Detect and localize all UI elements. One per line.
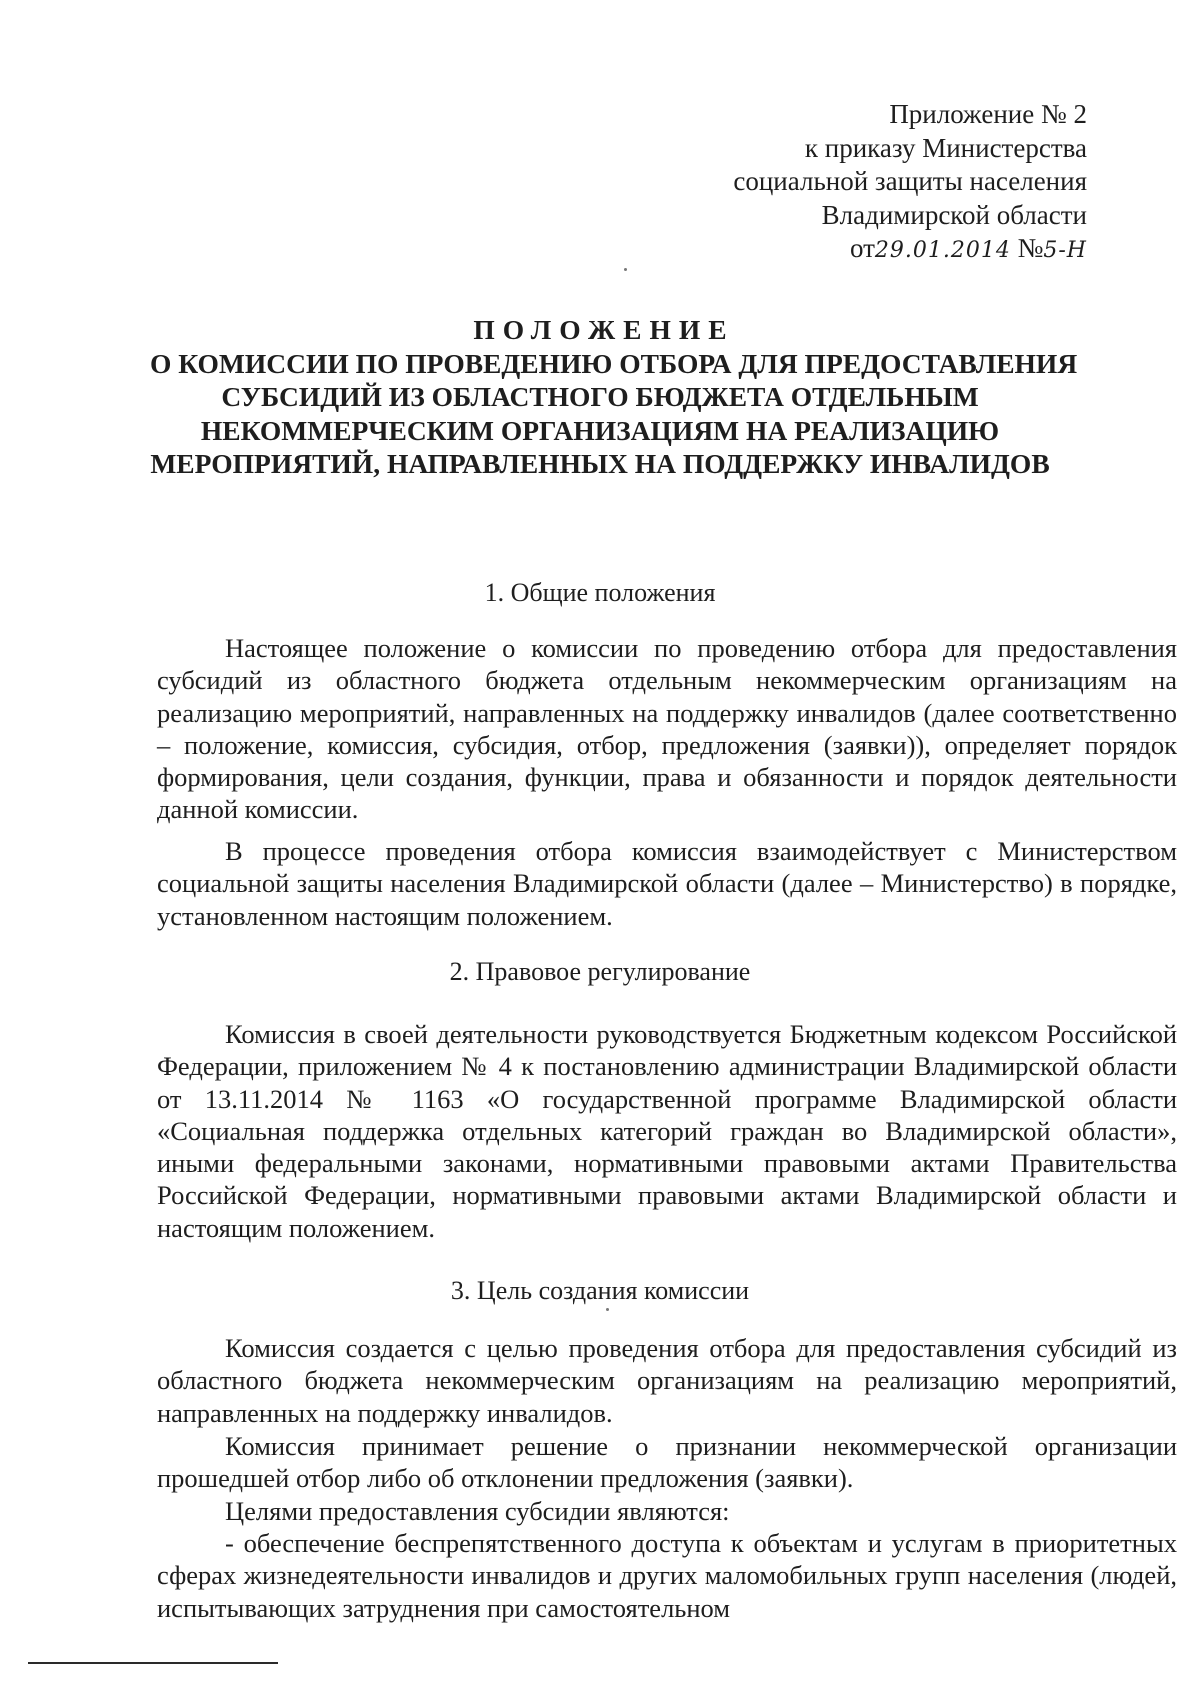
section-heading-purpose: 3. Цель создания комиссии (450, 1276, 750, 1305)
paragraph: В процессе проведения отбора комиссия взаимодействует с Министерством социальной защиты населения Владимирской области (далее – Министерство) в порядке, установленном настоящим положением. (157, 836, 1177, 931)
handwritten-number: 5-H (1043, 238, 1087, 263)
section-heading-legal: 2. Правовое регулирование (449, 957, 751, 986)
attachment-line: к приказу Министерства (804, 132, 1087, 163)
title-word: ПОЛОЖЕНИЕ (473, 314, 735, 345)
footnote-divider (28, 1662, 278, 1664)
document-title (150, 313, 1078, 481)
number-label: № (1017, 233, 1044, 263)
list-item: - обеспечение беспрепятственного доступа к объектам и услугам в приоритетных сферах жизнедеятельности инвалидов и других маломобильных групп населения (людей, испытывающих затруднения при самостоятельном (157, 1528, 1177, 1623)
section-heading-general: 1. Общие положения (484, 578, 716, 607)
title-line: О КОМИССИИ ПО ПРОВЕДЕНИЮ ОТБОРА ДЛЯ ПРЕДОСТАВЛЕНИЯ (150, 347, 1078, 379)
paragraph: Комиссия создается с целью проведения отбора для предоставления субсидий из областного бюджета некоммерческим организациям на реализацию мероприятий, направленных на поддержку инвалидов. (157, 1333, 1177, 1428)
attachment-line: Приложение № 2 (889, 99, 1087, 129)
attachment-date-line (733, 232, 1087, 268)
attachment-line: Владимирской области (821, 199, 1087, 230)
paragraph: Комиссия в своей деятельности руководствуется Бюджетным кодексом Российской Федерации, приложением № 4 к постановлению администрации Владимирской области от 13.11.2014 № 1163 «О государственной программе Владимирской области «Социальная поддержка отдельных категорий граждан во Владимирской области», иными федеральными законами, нормативными правовыми актами Правительства Российской Федерации, нормативными правовыми актами Владимирской области и настоящим положением. (157, 1019, 1177, 1243)
title-line: НЕКОММЕРЧЕСКИМ ОРГАНИЗАЦИЯМ НА РЕАЛИЗАЦИЮ (200, 414, 1000, 446)
handwritten-date: 29.01.2014 (874, 238, 1011, 263)
attachment-block (733, 98, 1087, 268)
paragraph: Комиссия принимает решение о признании некоммерческой организации прошедшей отбор либо об отклонении предложения (заявки). (157, 1431, 1177, 1494)
paragraph: Целями предоставления субсидии являются: (225, 1496, 730, 1526)
attachment-line: социальной защиты населения (733, 166, 1087, 196)
title-line: МЕРОПРИЯТИЙ, НАПРАВЛЕННЫХ НА ПОДДЕРЖКУ ИНВАЛИДОВ (150, 448, 1050, 479)
date-prefix: от (849, 233, 875, 263)
paragraph: Настоящее положение о комиссии по проведению отбора для предоставления субсидий из областного бюджета отдельным некоммерческим организациям на реализацию мероприятий, направленных на поддержку инвалидов (далее соответственно – положение, комиссия, субсидия, отбор, предложения (заявки)), определяет порядок формирования, цели создания, функции, права и обязанности и порядок деятельности данной комиссии. (157, 633, 1177, 825)
scan-speck (624, 268, 627, 271)
scan-speck (606, 1308, 609, 1311)
title-line: СУБСИДИЙ ИЗ ОБЛАСТНОГО БЮДЖЕТА ОТДЕЛЬНЫМ (221, 381, 979, 412)
